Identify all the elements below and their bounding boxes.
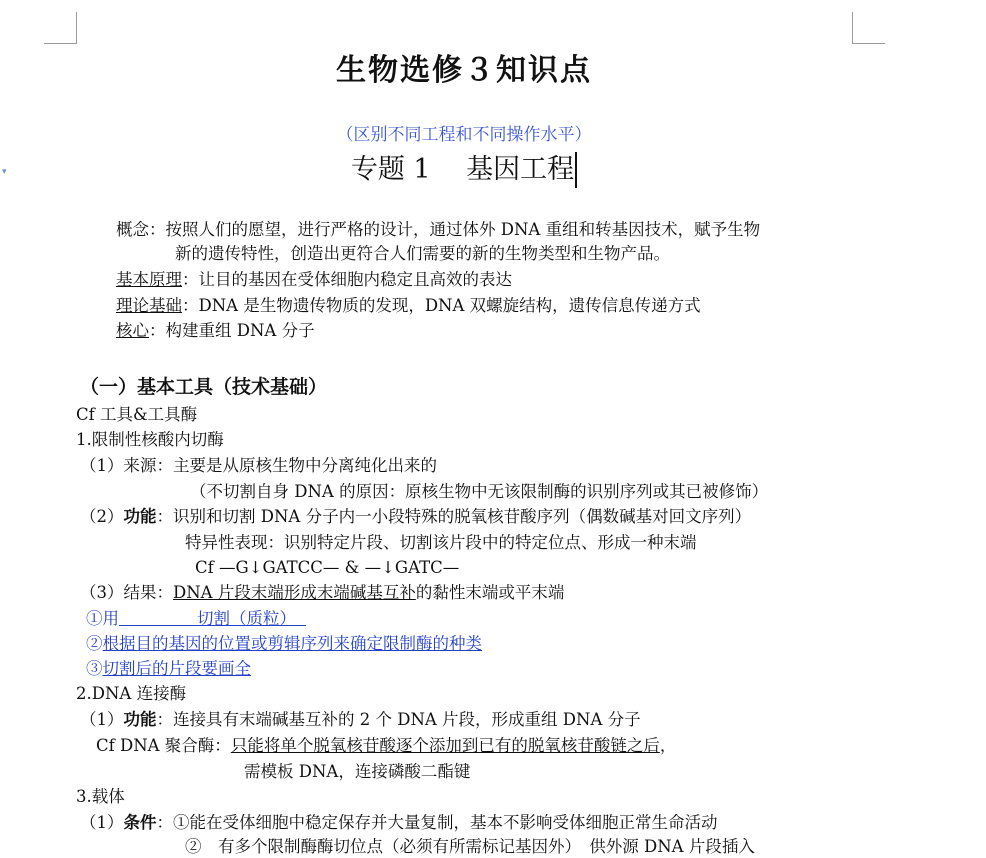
polymerase-line [96,735,676,757]
concept-line-2: 新的遗传特性，创造出更符合人们需要的新的生物类型和生物产品。 [175,244,670,263]
polymerase-comma: ， [659,736,677,755]
note2-num: ② [86,634,103,653]
page-corner-mark [76,12,77,44]
margin-marker-icon: ▾ [2,167,7,177]
result-underlined: DNA 片段末端形成末端碱基互补 [173,583,416,602]
source-note: （不切割自身 DNA 的原因：原核生物中无该限制酶的识别序列或其已被修饰） [190,482,769,501]
source-line: （1）来源：主要是从原核生物中分离纯化出来的 [80,456,437,475]
core-label: 核心 [116,321,149,340]
function-line [80,506,751,528]
note2-text: 根据目的基因的位置或剪辑序列来确定限制酶的种类 [102,634,482,653]
concept-text: 按照人们的愿望，进行严格的设计，通过体外 DNA 重组和转基因技术，赋予生物 [165,220,761,239]
theory-label: 理论基础 [116,296,182,315]
subtitle: （区别不同工程和不同操作水平） [336,125,592,145]
core-line [116,320,315,342]
section-heading: （一）基本工具（技术基础） [80,376,328,398]
ligase-line [80,709,641,731]
document-title: 生物选修３知识点 [336,53,592,88]
item-heading-2: 2.DNA 连接酶 [76,684,187,703]
item-heading: 1.限制性核酸内切酶 [76,430,224,449]
condition-line [80,812,718,834]
theory-line [116,295,701,317]
polymerase-text: 只能将单个脱氧核苷酸逐个添加到已有的脱氧核苷酸链之后 [230,736,660,755]
item-heading-3: 3.载体 [76,787,125,806]
text-cursor [575,152,577,188]
result-line [80,582,564,604]
principle-text: ：让目的基因在受体细胞内稳定且高效的表达 [182,270,512,289]
specificity-line: 特异性表现：识别特定片段、切割该片段中的特定位点、形成一种末端 [185,533,697,552]
page-corner-mark [44,43,77,44]
note1-prefix: ①用 [86,609,119,628]
topic-heading[interactable] [0,152,928,188]
principle-label: 基本原理 [116,270,182,289]
note1-suffix: 切割（质粒） [197,609,296,628]
note-line-1 [86,608,306,630]
fill-blank [119,609,197,626]
principle-line [116,269,512,291]
cf-example: Cf —G↓GATCC— & —↓GATC— [195,558,460,577]
ligase-text: ：连接具有末端碱基互补的 2 个 DNA 片段，形成重组 DNA 分子 [156,710,641,729]
core-text: ：构建重组 DNA 分子 [149,321,315,340]
ligase-prefix: （1） [80,710,124,729]
note3-text: 切割后的片段要画全 [102,659,251,678]
tools-line: Cf 工具&工具酶 [76,405,198,424]
concept-line [116,219,760,241]
ligase-label: 功能 [123,710,157,729]
cut-off-line: ② 有多个限制酶酶切位点（必须有所需标记基因外） 供外源 DNA 片段插入 [185,837,755,856]
page-corner-mark [852,12,853,44]
function-label: 功能 [123,507,157,526]
note-line-3 [86,658,251,680]
polymerase-prefix: Cf DNA 聚合酶： [96,736,231,755]
theory-text: ：DNA 是生物遗传物质的发现，DNA 双螺旋结构，遗传信息传递方式 [182,296,701,315]
result-prefix: （3）结果： [80,583,173,602]
note-line-2 [86,633,482,655]
concept-label: 概念： [116,220,166,239]
condition-prefix: （1） [80,813,124,832]
function-text: ：识别和切割 DNA 分子内一小段特殊的脱氧核苷酸序列（偶数碱基对回文序列） [156,507,752,526]
condition-text: ：①能在受体细胞中稳定保存并大量复制，基本不影响受体细胞正常生命活动 [156,813,718,832]
page-corner-mark [852,43,885,44]
underline-tail [296,609,306,626]
topic-text: 专题 1 基因工程 [350,154,575,185]
polymerase-line-2: 需模板 DNA，连接磷酸二酯键 [244,762,471,781]
function-prefix: （2） [80,507,124,526]
condition-label: 条件 [123,813,157,832]
result-suffix: 的黏性末端或平末端 [415,583,565,602]
note3-num: ③ [86,659,103,678]
